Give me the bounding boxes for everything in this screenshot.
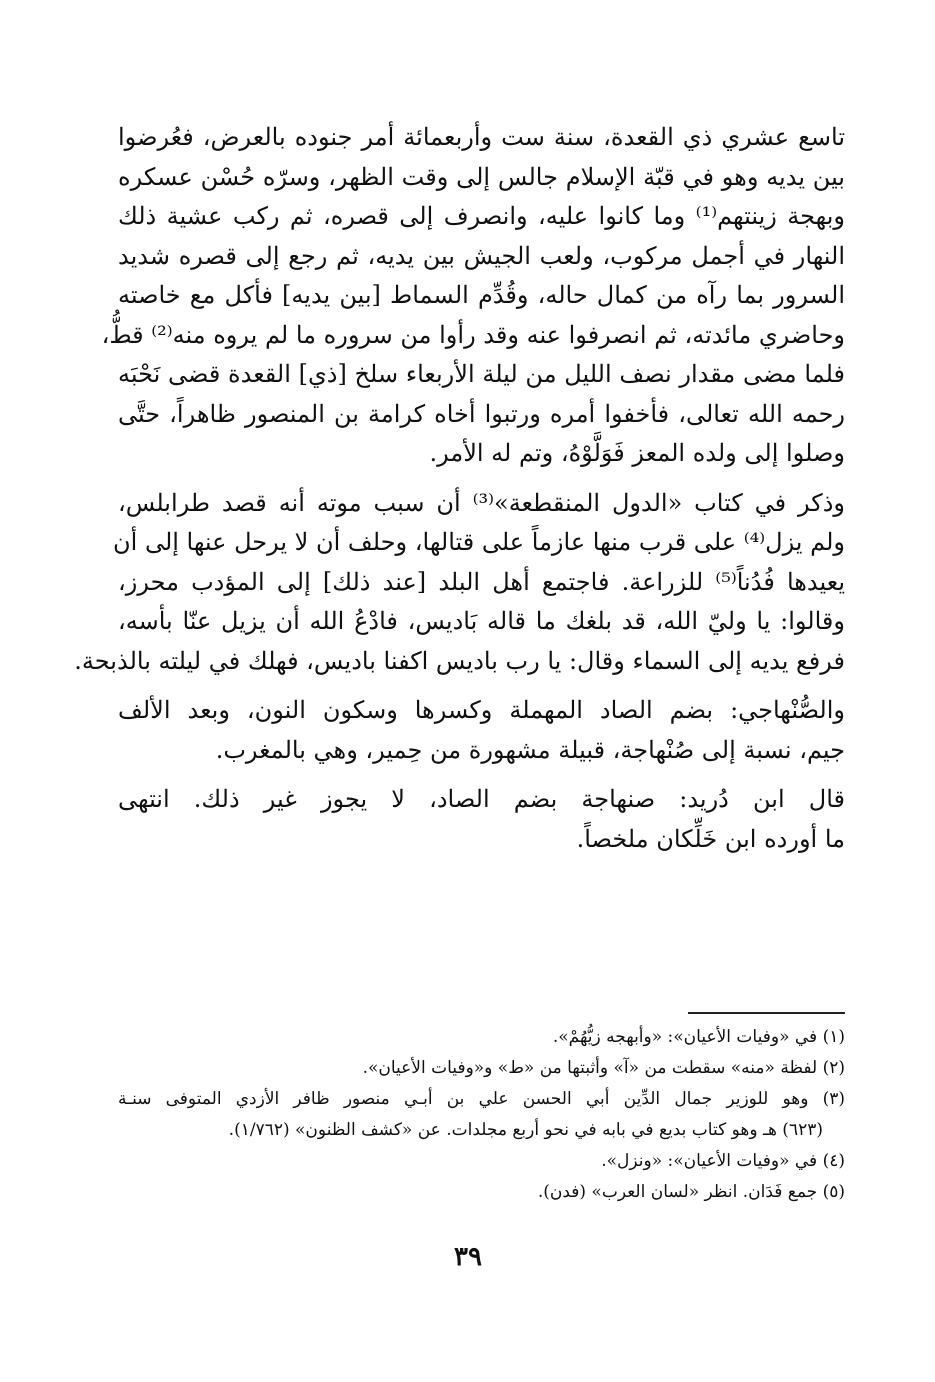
- text-line: وصلوا إلى ولده المعز فَوَلَّوْهُ، وتم له الأمر.: [429, 439, 845, 467]
- text-line: تاسع عشري ذي القعدة، سنة ست وأربعمائة أمر جنوده بالعرض، فعُرضوا: [118, 123, 845, 151]
- paragraph-4: [118, 780, 845, 859]
- page-number: ٣٩: [454, 1242, 482, 1272]
- text-line: والصُّنْهاجي: بضم الصاد المهملة وكسرها وسكون النون، وبعد الألف: [118, 696, 845, 724]
- footnotes: [118, 1022, 845, 1208]
- text-line: فرفع يديه إلى السماء وقال: يا رب باديس اكفنا باديس، فهلك في ليلته بالذبحة.: [74, 646, 845, 675]
- paragraph-1: [101, 118, 845, 474]
- text-line: السرور بما رآه من كمال حاله، وقُدِّم السماط [بين يديه] فأكل مع خاصته: [118, 281, 845, 309]
- paragraph-2: [74, 484, 846, 682]
- text-line: وقالوا: يا وليّ الله، قد بلغك ما قاله بَاديس، فادْعُ الله أن يزيل عنّا بأسه،: [118, 607, 845, 635]
- text-line: بين يديه وهو في قبّة الإسلام جالس إلى وقت الظهر، وسرّه حُسْن عسكره: [118, 162, 845, 191]
- text-line: وبهجة زينتهم⁽¹⁾ وما كانوا عليه، وانصرف إلى قصره، ثم ركب عشية ذلك: [118, 202, 845, 230]
- main-text: [74, 118, 846, 869]
- text-line: ولم يزل⁽⁴⁾ على قرب منها عازماً على قتالها، وحلف أن لا يرحل عنها إلى أن: [113, 528, 845, 556]
- text-line: وحاضري مائدته، ثم انصرفوا عنه وقد رأوا من سروره ما لم يروه منه⁽²⁾ قطُّ،: [101, 320, 845, 349]
- text-line: النهار في أجمل مركوب، ولعب الجيش بين يديه، ثم رجع إلى قصره شديد: [118, 241, 845, 270]
- text-line: يعيدها فُدُناً⁽⁵⁾ للزراعة. فاجتمع أهل البلد [عند ذلك] إلى المؤدب محرز،: [118, 567, 846, 596]
- text-line: رحمه الله تعالى، فأخفوا أمره ورتبوا أخاه كرامة بن المنصور ظاهراً، حتَّى: [118, 399, 845, 428]
- text-line: قال ابن دُريد: صنهاجة بضم الصاد، لا يجوز غير ذلك. انتهى: [118, 785, 845, 813]
- footnote-4: (٤) في «وفيات الأعيان»: «ونزل».: [601, 1151, 845, 1171]
- footnote-2: (٢) لفظة «منه» سقطت من «آ» وأثبتها من «ط» و«وفيات الأعيان».: [362, 1058, 845, 1078]
- footnote-3: (٣) وهو للوزير جمال الدِّين أبي الحسن علي بن أبـي منصور ظافر الأزدي المتوفى سنـة: [118, 1089, 845, 1109]
- text-line: فلما مضى مقدار نصف الليل من ليلة الأربعاء سلخ [ذي] القعدة قضى نَحْبَه: [118, 360, 845, 388]
- footnote-1: (١) في «وفيات الأعيان»: «وأبهجه زيُّهُمْ».: [552, 1027, 845, 1047]
- paragraph-3: [118, 691, 845, 770]
- footnote-separator: [688, 1012, 845, 1014]
- text-line: جيم، نسبة إلى صُنْهاجة، قبيلة مشهورة من حِمير، وهي بالمغرب.: [215, 735, 845, 764]
- text-line: وذكر في كتاب «الدول المنقطعة»⁽³⁾ أن سبب موته أنه قصد طرابلس،: [118, 488, 846, 517]
- text-line: ما أورده ابن خَلِّكان ملخصاً.: [576, 824, 845, 853]
- footnote-5: (٥) جمع فَدَان. انظر «لسان العرب» (فدن).: [537, 1182, 845, 1202]
- footnote-3-continued: (٦٢٣) هـ وهو كتاب بديع في بابه في نحو أربع مجلدات. عن «كشف الظنون» (١/٧٦٢).: [228, 1120, 823, 1140]
